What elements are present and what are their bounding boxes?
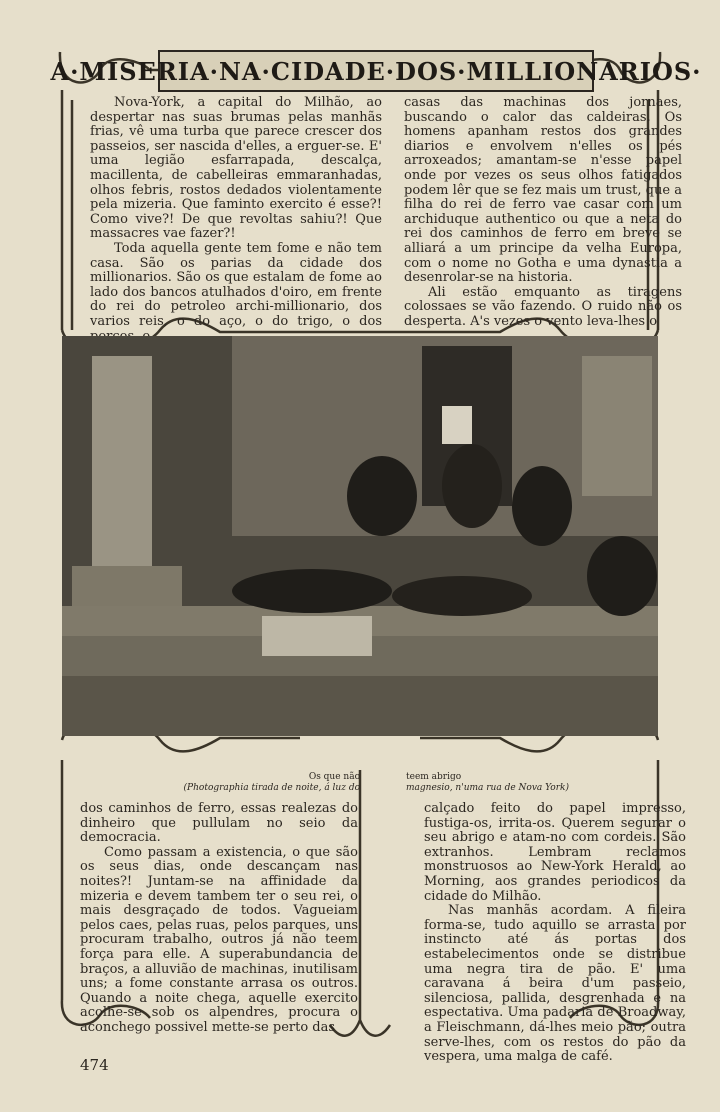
paragraph: Ali estão emquanto as tiragens colossaes se vão fazendo. O ruido não os desperta. A's vezes o vento leva-lhes o: [404, 284, 682, 329]
paragraph: casas das machinas dos jornaes, buscando o calor das caldeiras. Os homens apanham restos dos grandes diarios e envolvem n'elles os pés arroxeados; amantam-se n'esse papel onde por vezes os seus olhos fatigados podem lêr que se fez mais um trust, que a filha do rei de ferro vae casar com um archiduque authentico ou que a neta do rei dos caminhos de ferro em breve se alliará a um principe da velha Europa, com o nome no Gotha e uma dynastia a desenrolar-se na historia.: [404, 95, 682, 286]
text-column-bottom-left: [80, 802, 358, 1036]
step-3: [62, 676, 658, 736]
photo-scene: [62, 336, 658, 736]
title-banner: [50, 50, 702, 92]
sitting-figure: [347, 456, 417, 536]
paragraph: calçado feito do papel impresso, fustiga-os, irrita-os. Querem segurar o seu abrigo e atam-no com cordeis. São extranhos. Lembram reclamos monstruosos ao New-York Herald, ao Morning, aos grandes periodicos da cidade do Milhão.: [424, 801, 686, 904]
paragraph: Nas manhãs acordam. A fileira forma-se, tudo aquillo se arrasta por instincto até ás portas dos estabelecimentos onde se distribue uma negra tira de pão. E' uma caravana á beira d'um passeio, silenciosa, pallida, desgrenhada e na espectativa. Uma padaria de Broadway, a Fleischmann, dá-lhes meio pão; outra serve-lhes, com os restos do pão da vespera, uma malga de café.: [424, 903, 686, 1065]
sleeping-figure: [392, 576, 532, 616]
sitting-figure: [442, 444, 502, 528]
column-base: [72, 566, 182, 606]
paragraph: Nova-York, a capital do Milhão, ao despertar nas suas brumas pelas manhãs frias, vê uma turba que parece crescer dos passeios, ser nascida d'elles, a erguer-se. E' uma legião esfarrapada, descalça, macillenta, de cabelleiras emmaranhadas, olhos febris, rostos dedados violentamente pela mizeria. Que faminto exercito é esse?! Como vive?! De que revoltas sahiu?! Que massacres vae fazer?!: [90, 95, 382, 242]
caption-line: magnesio, n'uma rua de Nova York): [406, 783, 569, 793]
caption-line: (Photographia tirada de noite, á luz do: [183, 783, 360, 793]
sleeping-figure: [232, 569, 392, 613]
page-title: A·MISERIA·NA·CIDADE·DOS·MILLIONARIOS·: [50, 56, 702, 86]
sitting-figure: [587, 536, 657, 616]
paragraph: Toda aquella gente tem fome e não tem casa. São os parias da cidade dos millionarios. São os que estalam de fome ao lado dos bancos atulhados d'oiro, em frente do rei do petroleo archi-millionario, dos varios reis, o do aço, o do trigo, o dos: [90, 240, 382, 329]
newspaper: [262, 616, 372, 656]
photograph: [62, 336, 658, 736]
caption-right: [406, 772, 646, 794]
paragraph: dos caminhos de ferro, essas realezas do dinheiro que pullulam no seio da democracia.: [80, 801, 358, 846]
caption-line: Os que não: [308, 772, 360, 782]
page-number: 474: [80, 1056, 109, 1074]
text-column-bottom-right: [424, 802, 686, 1065]
text-column-top-left: [90, 96, 382, 344]
caption-line: teem abrigo: [406, 772, 462, 782]
paragraph: Como passam a existencia, o que são os seus dias, onde descançam nas noites?! Juntam-se na affinidade da mizeria e devem tambem ter o seu rei, o mais desgraçado de todos. Vagueiam pelos caes, pelas ruas, pelos parques, uns procuram trabalho, outros já não teem força para elle. A superabundancia de braços, a alluvião de machinas, inutilisam uns; a fome constante arrasa os outros. Quando a noite chega, aquelle exercito acolhe-se sob os alpendres, procura o aconchego possivel mette-se perto das: [80, 844, 358, 1035]
caption-left: [150, 772, 360, 794]
text-column-top-right: [404, 96, 682, 330]
sitting-figure: [512, 466, 572, 546]
window: [582, 356, 652, 496]
newspaper: [442, 406, 472, 444]
column: [92, 356, 152, 576]
